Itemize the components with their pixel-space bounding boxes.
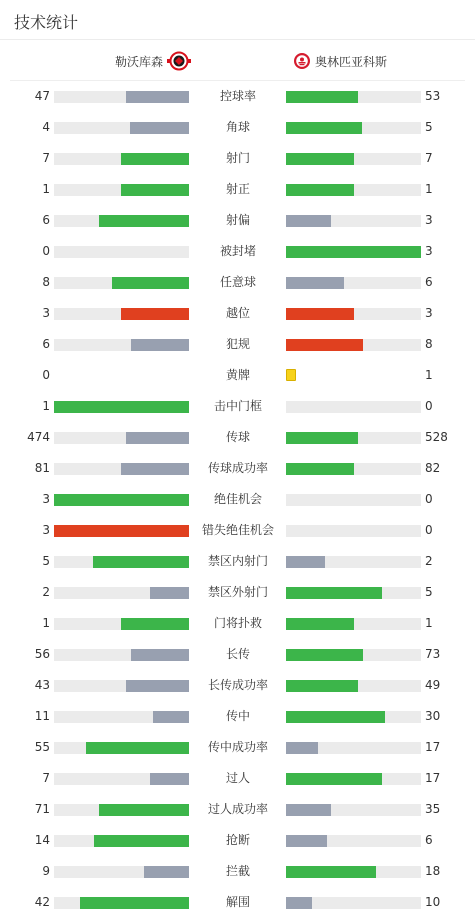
stat-row xyxy=(0,267,475,298)
home-bar-track xyxy=(54,463,189,475)
home-bar-fill xyxy=(54,525,189,537)
away-value: 7 xyxy=(425,151,433,165)
home-bar-track xyxy=(54,308,189,320)
stat-row xyxy=(0,174,475,205)
stat-label: 射门 xyxy=(225,151,250,165)
home-value: 56 xyxy=(34,647,50,661)
away-bar-track xyxy=(286,773,421,785)
away-bar-track xyxy=(286,711,421,723)
home-bar-track xyxy=(54,804,189,816)
home-value: 55 xyxy=(34,740,50,754)
stat-row xyxy=(0,701,475,732)
stat-label: 传中成功率 xyxy=(207,740,268,754)
home-bar-fill xyxy=(131,339,189,351)
home-bar-fill xyxy=(131,649,189,661)
home-bar-fill xyxy=(99,804,189,816)
stat-row xyxy=(0,546,475,577)
home-value: 6 xyxy=(42,213,50,227)
home-value: 71 xyxy=(34,802,50,816)
home-bar-fill xyxy=(144,866,189,878)
stat-label: 击中门框 xyxy=(213,399,262,413)
home-bar-track xyxy=(54,866,189,878)
home-bar-fill xyxy=(121,463,189,475)
home-value: 14 xyxy=(34,833,50,847)
stat-label: 长传 xyxy=(225,647,250,661)
away-value: 17 xyxy=(425,740,441,754)
home-bar-track xyxy=(54,525,189,537)
away-value: 6 xyxy=(425,275,433,289)
home-team[interactable] xyxy=(115,51,191,71)
home-value: 4 xyxy=(42,120,50,134)
away-bar-track xyxy=(286,525,421,537)
away-bar-fill xyxy=(286,618,354,630)
away-value: 3 xyxy=(425,306,433,320)
away-bar-fill xyxy=(286,215,331,227)
home-value: 0 xyxy=(42,244,50,258)
away-bar-track xyxy=(286,184,421,196)
home-value: 474 xyxy=(27,430,50,444)
away-team[interactable] xyxy=(293,51,387,71)
away-bar-fill xyxy=(286,866,376,878)
home-bar-fill xyxy=(80,897,189,909)
home-bar-fill xyxy=(130,122,189,134)
stat-row xyxy=(0,639,475,670)
away-bar-track xyxy=(286,401,421,413)
away-bar-track xyxy=(286,556,421,568)
stat-label: 传球成功率 xyxy=(207,461,268,475)
stat-label: 黄牌 xyxy=(225,368,250,382)
yellow-card-icon xyxy=(286,369,296,381)
stat-label: 控球率 xyxy=(219,89,256,103)
home-value: 9 xyxy=(42,864,50,878)
away-value: 5 xyxy=(425,585,433,599)
away-bar-fill xyxy=(286,556,325,568)
home-team-crest-icon xyxy=(167,51,191,71)
away-value: 1 xyxy=(425,616,433,630)
away-value: 528 xyxy=(425,430,448,444)
home-value: 6 xyxy=(42,337,50,351)
page-header xyxy=(0,0,475,40)
away-value: 3 xyxy=(425,213,433,227)
away-value: 10 xyxy=(425,895,441,909)
away-bar-fill xyxy=(286,897,312,909)
home-bar-track xyxy=(54,649,189,661)
away-bar-track xyxy=(286,742,421,754)
stat-label: 射正 xyxy=(225,182,250,196)
stat-row xyxy=(0,298,475,329)
away-bar-fill xyxy=(286,246,421,258)
home-value: 8 xyxy=(42,275,50,289)
stat-label: 过人 xyxy=(225,771,250,785)
home-bar-track xyxy=(54,494,189,506)
home-bar-fill xyxy=(121,153,189,165)
home-bar-track xyxy=(54,432,189,444)
away-bar-fill xyxy=(286,339,363,351)
stat-label: 绝佳机会 xyxy=(213,492,262,506)
away-bar-track xyxy=(286,866,421,878)
home-bar-track xyxy=(54,556,189,568)
home-value: 81 xyxy=(34,461,50,475)
away-bar-track xyxy=(286,308,421,320)
away-bar-track xyxy=(286,463,421,475)
home-bar-track xyxy=(54,711,189,723)
away-bar-fill xyxy=(286,835,327,847)
home-bar-fill xyxy=(150,773,189,785)
home-bar-track xyxy=(54,339,189,351)
away-value: 49 xyxy=(425,678,441,692)
away-bar-track xyxy=(286,494,421,506)
away-value: 8 xyxy=(425,337,433,351)
home-bar-track xyxy=(54,215,189,227)
home-value: 11 xyxy=(34,709,50,723)
away-bar-fill xyxy=(286,773,382,785)
home-bar-fill xyxy=(93,556,189,568)
home-value: 2 xyxy=(42,585,50,599)
away-value: 6 xyxy=(425,833,433,847)
away-value: 0 xyxy=(425,492,433,506)
home-bar-fill xyxy=(86,742,189,754)
away-bar-fill xyxy=(286,308,354,320)
stat-row xyxy=(0,577,475,608)
away-bar-track xyxy=(286,804,421,816)
away-bar-fill xyxy=(286,711,385,723)
stat-row xyxy=(0,205,475,236)
stat-label: 任意球 xyxy=(219,275,256,289)
away-value: 30 xyxy=(425,709,441,723)
home-value: 43 xyxy=(34,678,50,692)
away-bar-fill xyxy=(286,153,354,165)
home-bar-track xyxy=(54,835,189,847)
stat-label: 错失绝佳机会 xyxy=(201,523,274,537)
stat-row xyxy=(0,608,475,639)
teams-header xyxy=(10,41,465,81)
stat-label: 犯规 xyxy=(225,337,250,351)
stat-label: 门将扑救 xyxy=(213,616,262,630)
away-bar-fill xyxy=(286,122,362,134)
home-value: 7 xyxy=(42,771,50,785)
stat-row xyxy=(0,515,475,546)
away-value: 1 xyxy=(425,368,433,382)
away-bar-track xyxy=(286,122,421,134)
stat-label: 被封堵 xyxy=(219,244,256,258)
away-bar-track xyxy=(286,618,421,630)
away-bar-fill xyxy=(286,680,358,692)
away-bar-track xyxy=(286,649,421,661)
away-bar-track xyxy=(286,835,421,847)
home-bar-track xyxy=(54,91,189,103)
away-bar-fill xyxy=(286,587,382,599)
stat-row xyxy=(0,391,475,422)
home-bar-fill xyxy=(121,308,189,320)
away-value: 0 xyxy=(425,523,433,537)
away-bar-fill xyxy=(286,432,358,444)
stat-label: 射偏 xyxy=(225,213,250,227)
home-bar-fill xyxy=(112,277,189,289)
page-title: 技术统计 xyxy=(14,13,79,32)
home-value: 1 xyxy=(42,616,50,630)
stat-label: 禁区外射门 xyxy=(207,585,268,599)
home-bar-track xyxy=(54,246,189,258)
away-value: 82 xyxy=(425,461,441,475)
home-bar-track xyxy=(54,401,189,413)
away-bar-fill xyxy=(286,91,358,103)
stat-row xyxy=(0,329,475,360)
home-bar-fill xyxy=(126,432,189,444)
home-bar-fill xyxy=(121,184,189,196)
away-bar-track xyxy=(286,897,421,909)
home-bar-track xyxy=(54,153,189,165)
home-bar-track xyxy=(54,277,189,289)
away-bar-track xyxy=(286,277,421,289)
home-bar-track xyxy=(54,773,189,785)
away-bar-track xyxy=(286,246,421,258)
stat-row xyxy=(0,670,475,701)
stat-label: 传球 xyxy=(225,430,250,444)
stat-label: 角球 xyxy=(225,120,250,134)
stat-row xyxy=(0,794,475,825)
stat-row xyxy=(0,422,475,453)
stat-row xyxy=(0,81,475,112)
home-bar-fill xyxy=(126,680,189,692)
home-value: 3 xyxy=(42,523,50,537)
stat-row xyxy=(0,763,475,794)
stat-label: 传中 xyxy=(225,709,250,723)
stat-row xyxy=(0,453,475,484)
away-value: 35 xyxy=(425,802,441,816)
away-bar-track xyxy=(286,339,421,351)
away-value: 73 xyxy=(425,647,441,661)
away-bar-fill xyxy=(286,742,318,754)
home-bar-fill xyxy=(150,587,189,599)
stat-row xyxy=(0,360,475,391)
stat-label: 过人成功率 xyxy=(207,802,268,816)
away-bar-track xyxy=(286,91,421,103)
away-value: 2 xyxy=(425,554,433,568)
away-bar-track xyxy=(286,587,421,599)
stat-row xyxy=(0,732,475,763)
home-value: 3 xyxy=(42,306,50,320)
away-bar-fill xyxy=(286,184,354,196)
home-bar-fill xyxy=(121,618,189,630)
stat-label: 抢断 xyxy=(225,833,250,847)
away-value: 18 xyxy=(425,864,441,878)
stat-row xyxy=(0,887,475,918)
home-bar-track xyxy=(54,184,189,196)
away-value: 53 xyxy=(425,89,441,103)
away-bar-track xyxy=(286,432,421,444)
home-bar-fill xyxy=(153,711,189,723)
away-bar-track xyxy=(286,153,421,165)
home-team-name: 勒沃库森 xyxy=(115,54,164,69)
stat-label: 解围 xyxy=(225,895,250,909)
stat-label: 拦截 xyxy=(225,864,250,878)
home-bar-fill xyxy=(126,91,189,103)
away-bar-fill xyxy=(286,463,354,475)
home-value: 47 xyxy=(34,89,50,103)
away-bar-fill xyxy=(286,804,331,816)
home-bar-fill xyxy=(54,401,189,413)
away-value: 0 xyxy=(425,399,433,413)
stat-row xyxy=(0,484,475,515)
away-team-crest-icon xyxy=(293,52,311,70)
away-value: 17 xyxy=(425,771,441,785)
home-value: 0 xyxy=(42,368,50,382)
stat-row xyxy=(0,856,475,887)
home-value: 3 xyxy=(42,492,50,506)
stat-row xyxy=(0,112,475,143)
away-bar-fill xyxy=(286,649,363,661)
away-value: 1 xyxy=(425,182,433,196)
home-bar-fill xyxy=(99,215,189,227)
away-team-name: 奥林匹亚科斯 xyxy=(315,54,388,69)
stat-label: 越位 xyxy=(225,306,250,320)
stat-row xyxy=(0,236,475,267)
home-bar-track xyxy=(54,122,189,134)
home-bar-fill xyxy=(94,835,189,847)
away-bar-fill xyxy=(286,277,344,289)
stat-label: 长传成功率 xyxy=(207,678,268,692)
home-value: 5 xyxy=(42,554,50,568)
home-bar-track xyxy=(54,742,189,754)
home-value: 42 xyxy=(34,895,50,909)
home-bar-track xyxy=(54,587,189,599)
home-bar-track xyxy=(54,618,189,630)
stat-row xyxy=(0,143,475,174)
home-value: 1 xyxy=(42,399,50,413)
away-value: 5 xyxy=(425,120,433,134)
stat-row xyxy=(0,825,475,856)
home-bar-track xyxy=(54,897,189,909)
stat-label: 禁区内射门 xyxy=(207,554,268,568)
home-value: 7 xyxy=(42,151,50,165)
away-value: 3 xyxy=(425,244,433,258)
away-bar-track xyxy=(286,215,421,227)
home-bar-fill xyxy=(54,494,189,506)
away-bar-track xyxy=(286,680,421,692)
home-value: 1 xyxy=(42,182,50,196)
home-bar-track xyxy=(54,680,189,692)
